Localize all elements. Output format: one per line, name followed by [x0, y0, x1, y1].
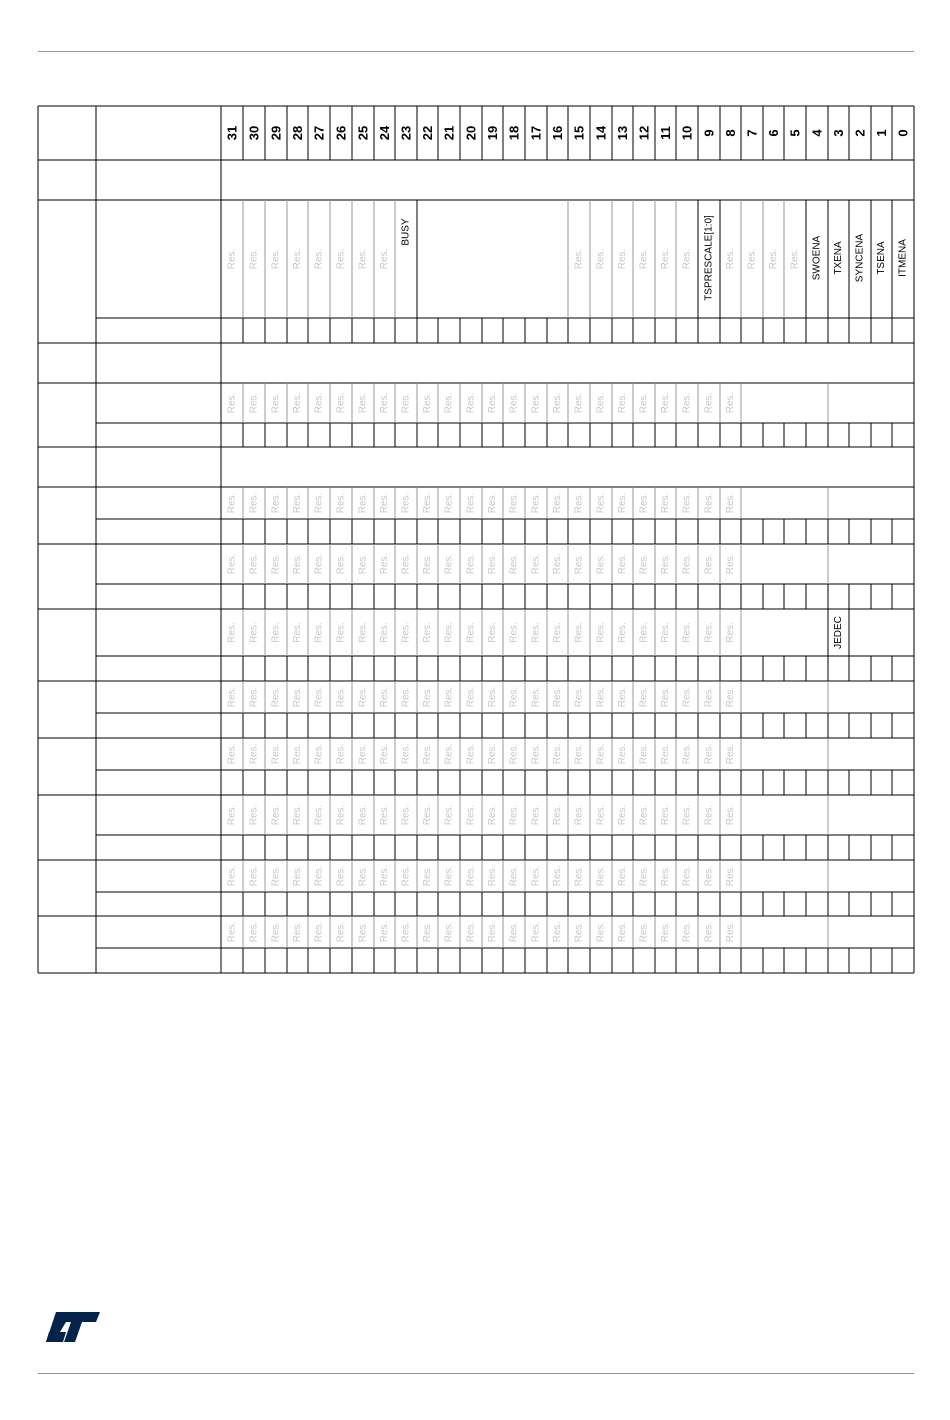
- reserved-bit-label: Res.: [703, 804, 715, 826]
- reserved-bit-label: Res.: [313, 743, 325, 765]
- reserved-bit-label: Res.: [400, 392, 412, 414]
- reserved-bit-label: Res.: [335, 743, 347, 765]
- reserved-bit-label: Res.: [725, 686, 736, 708]
- field-label-txena: TXENA: [833, 241, 844, 275]
- reserved-bit-label: Res.: [638, 553, 650, 575]
- reserved-bit-label: Res.: [248, 686, 260, 708]
- reserved-bit-label: Res.: [292, 743, 303, 765]
- reserved-bit-label: Res.: [422, 743, 433, 765]
- reserved-bit-label: Res.: [226, 622, 238, 643]
- reserved-bit-label: Res.: [638, 743, 650, 765]
- reserved-bit-label: Res.: [552, 804, 563, 826]
- reserved-bit-label: Res.: [443, 492, 455, 514]
- reserved-bit-label: Res.: [768, 248, 779, 270]
- reserved-bit-label: Res.: [508, 804, 520, 826]
- reserved-bit-label: Res.: [746, 248, 758, 270]
- reserved-bit-label: Res.: [660, 248, 671, 270]
- bit-number-header: 19: [485, 125, 500, 141]
- reserved-bit-label: Res.: [573, 921, 585, 943]
- reserved-bit-label: Res.: [379, 804, 390, 826]
- reserved-bit-label: Res.: [681, 392, 693, 414]
- reserved-bit-label: Res.: [400, 553, 412, 575]
- reserved-bit-label: Res.: [400, 686, 412, 708]
- reserved-bit-label: Res.: [725, 921, 736, 943]
- reserved-bit-label: Res.: [703, 492, 715, 514]
- bit-number-header: 24: [377, 125, 392, 141]
- reserved-bit-label: Res.: [226, 804, 238, 826]
- reserved-bit-label: Res.: [443, 804, 455, 826]
- reserved-bit-label: Res.: [681, 921, 693, 943]
- reserved-bit-label: Res.: [443, 686, 455, 708]
- reserved-bit-label: Res.: [617, 865, 628, 887]
- reserved-bit-label: Res.: [465, 804, 477, 826]
- reserved-bit-label: Res.: [638, 392, 650, 414]
- reserved-bit-label: Res.: [508, 686, 520, 708]
- reserved-bit-label: Res.: [725, 492, 736, 514]
- reserved-bit-label: Res.: [270, 492, 282, 514]
- reserved-bit-label: Res.: [379, 921, 390, 943]
- reserved-bit-label: Res.: [422, 492, 433, 514]
- reserved-bit-label: Res.: [487, 921, 498, 943]
- bit-number-header: 18: [506, 125, 522, 141]
- bit-number-header: 30: [246, 125, 262, 141]
- reserved-bit-label: Res.: [379, 553, 390, 575]
- reserved-bit-label: Res.: [400, 622, 412, 643]
- reserved-bit-label: Res.: [660, 865, 671, 887]
- reserved-bit-label: Res.: [465, 686, 477, 708]
- reserved-bit-label: Res.: [400, 921, 412, 943]
- bit-number-header: 27: [311, 125, 327, 141]
- reserved-bit-label: Res.: [313, 686, 325, 708]
- reserved-bit-label: Res.: [400, 804, 412, 826]
- reserved-bit-label: Res.: [487, 686, 498, 708]
- reserved-bit-label: Res.: [335, 622, 347, 643]
- reserved-bit-label: Res.: [681, 553, 693, 575]
- reserved-bit-label: Res.: [552, 686, 563, 708]
- reserved-bit-label: Res.: [292, 553, 303, 575]
- reserved-bit-label: Res.: [595, 553, 607, 575]
- reserved-bit-label: Res.: [638, 492, 650, 514]
- bit-number-header: 23: [398, 125, 414, 141]
- reserved-bit-label: Res.: [508, 743, 520, 765]
- reserved-bit-label: Res.: [573, 686, 585, 708]
- reserved-bit-label: Res.: [703, 865, 715, 887]
- reserved-bit-label: Res.: [703, 553, 715, 575]
- reserved-bit-label: Res.: [292, 921, 303, 943]
- reserved-bit-label: Res.: [617, 553, 628, 575]
- reserved-bit-label: Res.: [660, 743, 671, 765]
- bit-number-header: 2: [852, 129, 868, 137]
- reserved-bit-label: Res.: [270, 743, 282, 765]
- field-label-syncena: SYNCENA: [854, 233, 866, 283]
- reserved-bit-label: Res.: [379, 622, 390, 643]
- reserved-bit-label: Res.: [681, 622, 693, 643]
- reserved-bit-label: Res.: [248, 248, 260, 270]
- reserved-bit-label: Res.: [617, 622, 628, 643]
- reserved-bit-label: Res.: [487, 492, 498, 514]
- bit-number-header: 13: [615, 125, 630, 141]
- reserved-bit-label: Res.: [595, 392, 607, 414]
- reserved-bit-label: Res.: [335, 865, 347, 887]
- reserved-bit-label: Res.: [552, 492, 563, 514]
- reserved-bit-label: Res.: [595, 686, 607, 708]
- reserved-bit-label: Res.: [660, 553, 671, 575]
- reserved-bit-label: Res.: [248, 492, 260, 514]
- bit-number-header: 22: [420, 125, 435, 141]
- reserved-bit-label: Res.: [660, 392, 671, 414]
- reserved-bit-label: Res.: [595, 248, 607, 270]
- reserved-bit-label: Res.: [487, 622, 498, 643]
- reserved-bit-label: Res.: [400, 492, 412, 514]
- reserved-bit-label: Res.: [638, 622, 650, 643]
- reserved-bit-label: Res.: [552, 743, 563, 765]
- field-label-tsena: TSENA: [876, 241, 887, 275]
- bit-number-header: 1: [874, 129, 889, 137]
- bit-number-header: 12: [636, 125, 652, 141]
- reserved-bit-label: Res.: [552, 622, 563, 643]
- jedec-field-label: JEDEC: [833, 616, 844, 649]
- reserved-bit-label: Res.: [292, 392, 303, 414]
- reserved-bit-label: Res.: [379, 865, 390, 887]
- reserved-bit-label: Res.: [487, 865, 498, 887]
- reserved-bit-label: Res.: [617, 248, 628, 270]
- field-label-itmena: ITMENA: [897, 239, 909, 277]
- reserved-bit-label: Res.: [789, 248, 801, 270]
- reserved-bit-label: Res.: [573, 804, 585, 826]
- reserved-bit-label: Res.: [595, 921, 607, 943]
- reserved-bit-label: Res.: [400, 743, 412, 765]
- reserved-bit-label: Res.: [530, 492, 542, 514]
- reserved-bit-label: Res.: [530, 804, 542, 826]
- reserved-bit-label: Res.: [357, 865, 369, 887]
- reserved-bit-label: Res.: [465, 553, 477, 575]
- reserved-bit-label: Res.: [313, 553, 325, 575]
- bit-number-header: 17: [528, 125, 544, 141]
- reserved-bit-label: Res.: [335, 804, 347, 826]
- reserved-bit-label: Res.: [638, 804, 650, 826]
- reserved-bit-label: Res.: [660, 622, 671, 643]
- reserved-bit-label: Res.: [313, 492, 325, 514]
- reserved-bit-label: Res.: [638, 921, 650, 943]
- reserved-bit-label: Res.: [226, 492, 238, 514]
- bit-number-header: 28: [290, 125, 305, 141]
- bit-number-header: 3: [831, 129, 846, 137]
- reserved-bit-label: Res.: [508, 622, 520, 643]
- reserved-bit-label: Res.: [379, 686, 390, 708]
- reserved-bit-label: Res.: [595, 865, 607, 887]
- tsprescale-field-label: TSPRESCALE[1:0]: [703, 215, 715, 301]
- reserved-bit-label: Res.: [357, 622, 369, 643]
- reserved-bit-label: Res.: [357, 248, 369, 270]
- reserved-bit-label: Res.: [595, 492, 607, 514]
- reserved-bit-label: Res.: [313, 865, 325, 887]
- reserved-bit-label: Res.: [660, 492, 671, 514]
- reserved-bit-label: Res.: [508, 921, 520, 943]
- reserved-bit-label: Res.: [270, 804, 282, 826]
- reserved-bit-label: Res.: [226, 248, 238, 270]
- reserved-bit-label: Res.: [660, 804, 671, 826]
- reserved-bit-label: Res.: [681, 248, 693, 270]
- reserved-bit-label: Res.: [248, 743, 260, 765]
- reserved-bit-label: Res.: [725, 804, 736, 826]
- reserved-bit-label: Res.: [379, 492, 390, 514]
- reserved-bit-label: Res.: [487, 743, 498, 765]
- reserved-bit-label: Res.: [595, 804, 607, 826]
- reserved-bit-label: Res.: [573, 392, 585, 414]
- field-label-swoena: SWOENA: [811, 235, 823, 281]
- reserved-bit-label: Res.: [422, 921, 433, 943]
- reserved-bit-label: Res.: [530, 622, 542, 643]
- reserved-bit-label: Res.: [379, 743, 390, 765]
- reserved-bit-label: Res.: [465, 921, 477, 943]
- reserved-bit-label: Res.: [508, 865, 520, 887]
- reserved-bit-label: Res.: [465, 392, 477, 414]
- reserved-bit-label: Res.: [681, 743, 693, 765]
- reserved-bit-label: Res.: [681, 686, 693, 708]
- reserved-bit-label: Res.: [248, 392, 260, 414]
- reserved-bit-label: Res.: [595, 622, 607, 643]
- bit-number-header: 14: [593, 125, 609, 141]
- reserved-bit-label: Res.: [335, 392, 347, 414]
- reserved-bit-label: Res.: [573, 622, 585, 643]
- reserved-bit-label: Res.: [292, 804, 303, 826]
- reserved-bit-label: Res.: [400, 865, 412, 887]
- reserved-bit-label: Res.: [313, 921, 325, 943]
- reserved-bit-label: Res.: [443, 921, 455, 943]
- reserved-bit-label: Res.: [530, 743, 542, 765]
- reserved-bit-label: Res.: [357, 686, 369, 708]
- reserved-bit-label: Res.: [443, 743, 455, 765]
- reserved-bit-label: Res.: [270, 392, 282, 414]
- reserved-bit-label: Res.: [660, 921, 671, 943]
- reserved-bit-label: Res.: [703, 622, 715, 643]
- reserved-bit-label: Res.: [725, 553, 736, 575]
- reserved-bit-label: Res.: [573, 865, 585, 887]
- reserved-bit-label: Res.: [443, 392, 455, 414]
- reserved-bit-label: Res.: [465, 743, 477, 765]
- reserved-bit-label: Res.: [422, 392, 433, 414]
- reserved-bit-label: Res.: [465, 492, 477, 514]
- reserved-bit-label: Res.: [422, 686, 433, 708]
- reserved-bit-label: Res.: [335, 553, 347, 575]
- reserved-bit-label: Res.: [422, 865, 433, 887]
- reserved-bit-label: Res.: [725, 743, 736, 765]
- reserved-bit-label: Res.: [292, 686, 303, 708]
- bit-number-header: 5: [787, 129, 803, 137]
- reserved-bit-label: Res.: [270, 248, 282, 270]
- reserved-bit-label: Res.: [725, 622, 736, 643]
- reserved-bit-label: Res.: [487, 392, 498, 414]
- reserved-bit-label: Res.: [681, 865, 693, 887]
- reserved-bit-label: Res.: [226, 392, 238, 414]
- reserved-bit-label: Res.: [422, 553, 433, 575]
- bit-number-header: 15: [571, 125, 587, 141]
- bit-number-header: 20: [463, 125, 479, 141]
- reserved-bit-label: Res.: [357, 492, 369, 514]
- reserved-bit-label: Res.: [226, 865, 238, 887]
- reserved-bit-label: Res.: [422, 622, 433, 643]
- reserved-bit-label: Res.: [487, 804, 498, 826]
- bit-number-header: 8: [723, 129, 738, 137]
- reserved-bit-label: Res.: [357, 743, 369, 765]
- reserved-bit-label: Res.: [573, 248, 585, 270]
- reserved-bit-label: Res.: [292, 622, 303, 643]
- reserved-bit-label: Res.: [530, 921, 542, 943]
- reserved-bit-label: Res.: [660, 686, 671, 708]
- bit-number-header: 7: [744, 129, 760, 137]
- reserved-bit-label: Res.: [681, 804, 693, 826]
- reserved-bit-label: Res.: [530, 392, 542, 414]
- reserved-bit-label: Res.: [379, 392, 390, 414]
- reserved-bit-label: Res.: [357, 392, 369, 414]
- reserved-bit-label: Res.: [335, 248, 347, 270]
- reserved-bit-label: Res.: [335, 921, 347, 943]
- reserved-bit-label: Res.: [508, 553, 520, 575]
- reserved-bit-label: Res.: [379, 248, 390, 270]
- bit-number-header: 16: [550, 125, 565, 141]
- reserved-bit-label: Res.: [292, 492, 303, 514]
- reserved-bit-label: Res.: [292, 248, 303, 270]
- bit-number-header: 25: [355, 125, 371, 141]
- reserved-bit-label: Res.: [313, 804, 325, 826]
- reserved-bit-label: Res.: [617, 686, 628, 708]
- reserved-bit-label: Res.: [226, 686, 238, 708]
- reserved-bit-label: Res.: [422, 804, 433, 826]
- reserved-bit-label: Res.: [335, 492, 347, 514]
- reserved-bit-label: Res.: [313, 248, 325, 270]
- reserved-bit-label: Res.: [226, 553, 238, 575]
- bit-number-header: 9: [701, 129, 717, 137]
- reserved-bit-label: Res.: [292, 865, 303, 887]
- reserved-bit-label: Res.: [703, 686, 715, 708]
- reserved-bit-label: Res.: [226, 743, 238, 765]
- reserved-bit-label: Res.: [552, 921, 563, 943]
- reserved-bit-label: Res.: [638, 248, 650, 270]
- reserved-bit-label: Res.: [465, 622, 477, 643]
- reserved-bit-label: Res.: [552, 865, 563, 887]
- reserved-bit-label: Res.: [313, 392, 325, 414]
- bit-number-header: 0: [895, 129, 911, 137]
- reserved-bit-label: Res.: [725, 865, 736, 887]
- bit-number-header: 31: [224, 125, 240, 141]
- reserved-bit-label: Res.: [248, 553, 260, 575]
- reserved-bit-label: Res.: [573, 553, 585, 575]
- reserved-bit-label: Res.: [248, 622, 260, 643]
- reserved-bit-label: Res.: [270, 921, 282, 943]
- bit-number-header: 29: [268, 125, 284, 141]
- reserved-bit-label: Res.: [357, 804, 369, 826]
- reserved-bit-label: Res.: [248, 804, 260, 826]
- reserved-bit-label: Res.: [357, 553, 369, 575]
- reserved-bit-label: Res.: [270, 865, 282, 887]
- reserved-bit-label: Res.: [443, 622, 455, 643]
- reserved-bit-label: Res.: [638, 686, 650, 708]
- reserved-bit-label: Res.: [313, 622, 325, 643]
- reserved-bit-label: Res.: [725, 392, 736, 414]
- reserved-bit-label: Res.: [508, 492, 520, 514]
- reserved-bit-label: Res.: [443, 865, 455, 887]
- reserved-bit-label: Res.: [617, 743, 628, 765]
- reserved-bit-label: Res.: [465, 865, 477, 887]
- bit-number-header: 6: [766, 129, 781, 137]
- reserved-bit-label: Res.: [617, 392, 628, 414]
- reserved-bit-label: Res.: [270, 622, 282, 643]
- reserved-bit-label: Res.: [530, 553, 542, 575]
- reserved-bit-label: Res.: [335, 686, 347, 708]
- bit-number-header: 11: [658, 126, 673, 140]
- reserved-bit-label: Res.: [552, 553, 563, 575]
- reserved-bit-label: Res.: [530, 865, 542, 887]
- reserved-bit-label: Res.: [248, 921, 260, 943]
- reserved-bit-label: Res.: [595, 743, 607, 765]
- reserved-bit-label: Res.: [357, 921, 369, 943]
- reserved-bit-label: Res.: [617, 921, 628, 943]
- reserved-bit-label: Res.: [508, 392, 520, 414]
- reserved-bit-label: Res.: [681, 492, 693, 514]
- bit-number-header: 26: [333, 125, 349, 141]
- busy-field-label: BUSY: [400, 218, 412, 246]
- reserved-bit-label: Res.: [443, 553, 455, 575]
- reserved-bit-label: Res.: [270, 553, 282, 575]
- reserved-bit-label: Res.: [552, 392, 563, 414]
- reserved-bit-label: Res.: [617, 804, 628, 826]
- bit-number-header: 10: [679, 125, 695, 141]
- reserved-bit-label: Res.: [573, 743, 585, 765]
- bit-number-header: 21: [441, 125, 457, 141]
- reserved-bit-label: Res.: [573, 492, 585, 514]
- reserved-bit-label: Res.: [270, 686, 282, 708]
- reserved-bit-label: Res.: [703, 921, 715, 943]
- reserved-bit-label: Res.: [226, 921, 238, 943]
- reserved-bit-label: Res.: [487, 553, 498, 575]
- reserved-bit-label: Res.: [638, 865, 650, 887]
- reserved-bit-label: Res.: [530, 686, 542, 708]
- bit-number-header: 4: [809, 129, 825, 137]
- st-logo-icon: [44, 1310, 102, 1344]
- reserved-bit-label: Res.: [703, 392, 715, 414]
- reserved-bit-label: Res.: [703, 743, 715, 765]
- reserved-bit-label: Res.: [725, 248, 736, 270]
- reserved-bit-label: Res.: [617, 492, 628, 514]
- reserved-bit-label: Res.: [248, 865, 260, 887]
